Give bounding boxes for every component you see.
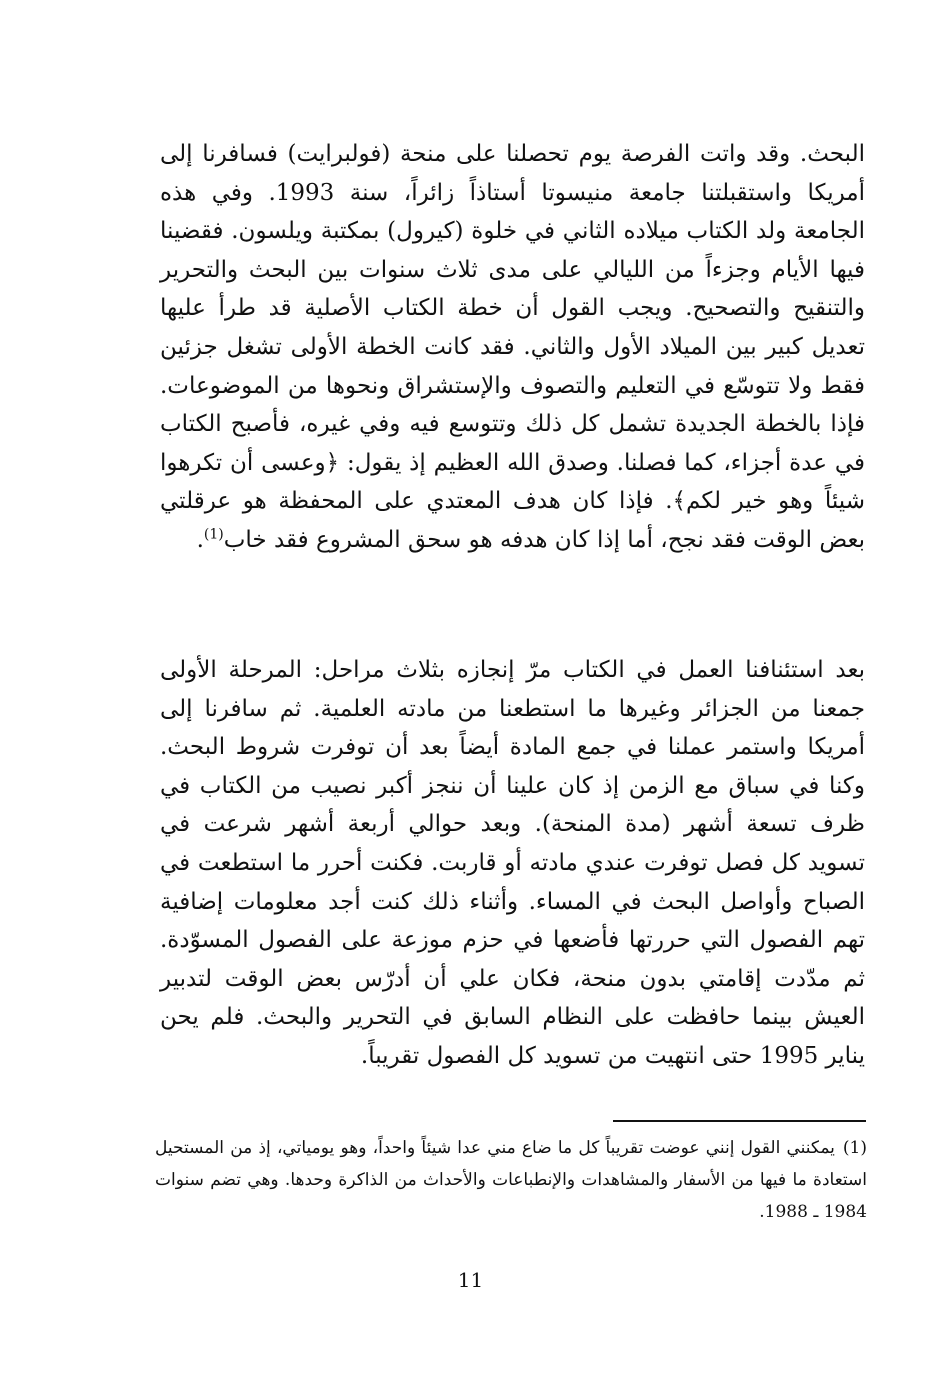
paragraph-2 — [160, 651, 865, 1076]
paragraph-1-text: البحث. وقد واتت الفرصة يوم تحصلنا على منحة (فولبرايت) فسافرنا إلى أمريكا واستقبلتنا جامعة منيسوتا أستاذاً زائراً، سنة 1993. وفي هذه الجامعة ولد الكتاب ميلاده الثاني في خلوة (كيرول) بمكتبة ويلسون. فقضينا فيها الأيام وجزءاً من الليالي على مدى ثلاث سنوات بين البحث والتحرير والتنقيح والتصحيح. ويجب القول أن خطة الكتاب الأصلية قد طرأ عليها تعديل كبير بين الميلاد الأول والثاني. فقد كانت الخطة الأولى تشغل جزئين فقط ولا تتوسّع في التعليم والتصوف والإستشراق ونحوها من الموضوعات. فإذا بالخطة الجديدة تشمل كل ذلك وتتوسع فيه وفي غيره، فأصبح الكتاب في عدة أجزاء، كما فصلنا. وصدق الله العظيم إذ يقول: ﴿وعسى أن تكرهوا شيئاً وهو خير لكم﴾. فإذا كان هدف المعتدي على المحفظة هو عرقلتي بعض الوقت فقد نجح، أما إذا كان هدفه هو سحق المشروع فقد خاب — [160, 141, 865, 553]
paragraph-1 — [160, 135, 865, 560]
footnote-reference: (1) — [203, 526, 224, 543]
paragraph-2-text: بعد استئنافنا العمل في الكتاب مرّ إنجازه بثلاث مراحل: المرحلة الأولى جمعنا من الجزائر وغيرها ما استطعنا من مادته العلمية. ثم سافرنا إلى أمريكا واستمر عملنا في جمع المادة أيضاً بعد أن توفرت شروط البحث. وكنا في سباق مع الزمن إذ كان علينا أن ننجز أكبر نصيب من الكتاب في ظرف تسعة أشهر (مدة المنحة). وبعد حوالي أربعة أشهر شرعت في تسويد كل فصل توفرت عندي مادته أو قاربت. فكنت أحرر ما استطعت في الصباح وأواصل البحث في المساء. وأثناء ذلك كنت أجد معلومات إضافية تهم الفصول التي حررتها فأضعها في حزم موزعة على الفصول المسوّدة. ثم مدّدت إقامتي بدون منحة، فكان علي أن أدرّس بعض الوقت لتدبير العيش بينما حافظت على النظام السابق في التحرير والبحث. فلم يحن يناير 1995 حتى انتهيت من تسويد كل الفصول تقريباً. — [160, 657, 865, 1069]
page-number: 11 — [457, 1268, 484, 1292]
paragraph-1-body — [160, 135, 865, 560]
footnote — [155, 1132, 867, 1228]
footnote-number: (1) — [842, 1138, 867, 1158]
footnote-text: يمكنني القول إنني عوضت تقريباً كل ما ضاع مني عدا شيئاً واحداً، وهو يومياتي، إذ من المستحيل استعادة ما فيها من الأسفار والمشاهدات والإنطباعات والأحداث من الذاكرة وحدها. وهي تضم سنوات 1984 ـ 1988. — [155, 1138, 867, 1222]
footnote-divider — [613, 1120, 866, 1122]
paragraph-1-end: . — [196, 526, 204, 553]
